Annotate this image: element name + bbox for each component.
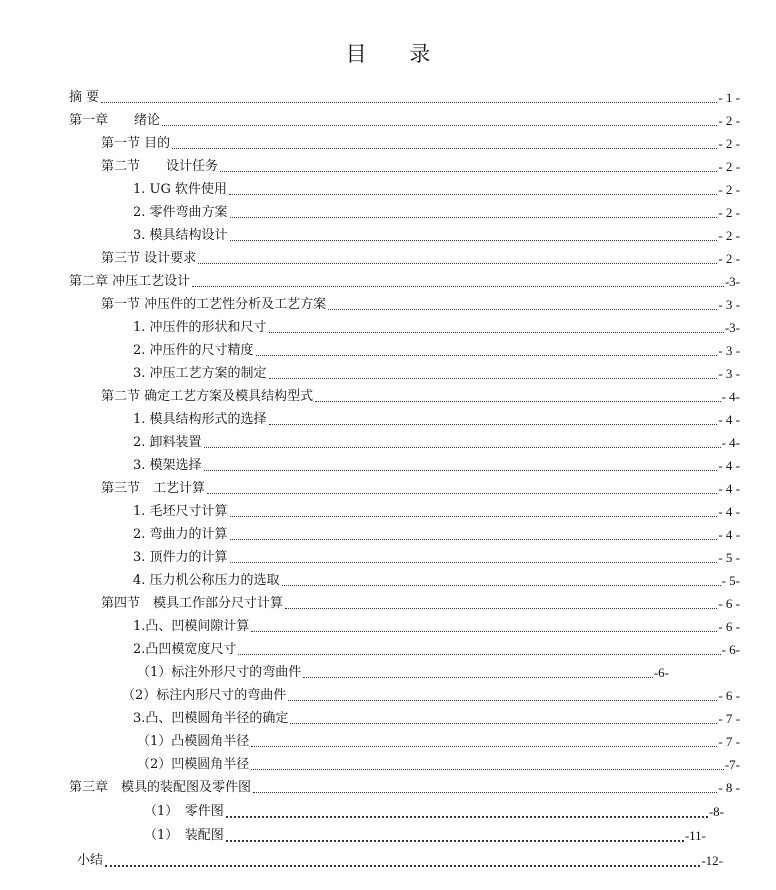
dot-leader [253,792,717,793]
toc-entry-item [133,178,740,198]
dot-leader [220,171,717,172]
dot-leader [238,654,720,655]
toc-page-number: - 2 - [718,182,740,197]
toc-label: 4. 压力机公称压力的选取 [133,573,280,588]
toc-entry-item [133,707,740,727]
toc-entry-item [133,523,740,543]
toc-page-number: - 4 - [718,481,740,496]
toc-entry-subitem [137,730,740,750]
dot-leader [192,286,724,287]
toc-label: 第一节 目的 [101,136,171,151]
toc-page-number: - 8 - [718,780,740,795]
dot-leader [230,562,718,563]
toc-page-number: - 1 - [718,90,740,105]
toc-entry-chapter-2 [69,270,740,290]
toc-page-number: - 2 - [718,159,740,174]
toc-page-number: - 7 - [718,711,740,726]
toc-page-number: - 2 - [718,251,740,266]
toc-entry-item [133,362,740,382]
toc-entry-item [133,500,740,520]
dot-leader [288,700,717,701]
toc-page-number: - 6- [721,642,740,657]
toc-label: 第四节 模具工作部分尺寸计算 [101,596,284,611]
toc-entry-item [133,615,740,635]
dot-leader [198,263,717,264]
toc-page-number: -6- [653,665,669,680]
toc-page-number: -8- [708,804,724,819]
toc-page-number: -12- [701,853,723,868]
toc-page-number: -7- [724,757,740,772]
toc-entry-item [133,454,740,474]
toc-page-number: -11- [684,828,706,843]
toc-page-number: - 6 - [718,619,740,634]
toc-label: 3. 模架选择 [133,458,202,473]
dot-leader [285,608,717,609]
toc-entry-chapter-1 [69,109,740,129]
toc-entry-section-1-2 [101,155,740,175]
toc-entry-section-1-3 [101,247,740,267]
dot-leader [230,516,718,517]
dot-leader [315,401,720,402]
toc-entry-chapter-3 [69,776,740,796]
toc-page-number: - 3 - [718,366,740,381]
toc-page-number: - 2 - [718,228,740,243]
toc-label: 第一章 绪论 [69,113,161,128]
toc-entry-subitem [122,684,740,704]
toc-entry-item [133,408,740,428]
dot-leader [251,769,724,770]
toc-label: 第二章 冲压工艺设计 [69,274,191,289]
toc-page-number: - 4 - [718,504,740,519]
toc-page-number: - 3 - [718,297,740,312]
dot-leader [230,240,718,241]
toc-entry-item [133,316,740,336]
toc-label: 第一节 冲压件的工艺性分析及工艺方案 [101,297,327,312]
dot-leader [269,378,718,379]
dot-leader [207,493,717,494]
toc-entry-subitem [144,800,724,820]
dot-leader [101,102,717,103]
dot-leader [204,447,721,448]
toc-label: 2.凸凹模宽度尺寸 [133,642,237,657]
toc-entry-item [133,569,740,589]
toc-entry-section-1-1 [101,132,740,152]
toc-page-number: - 4 - [718,458,740,473]
dot-leader [226,840,684,842]
dot-leader [256,355,718,356]
toc-label: 3.凸、凹模圆角半径的确定 [133,711,289,726]
dot-leader [172,148,717,149]
dot-leader [226,816,708,818]
dot-leader [230,217,718,218]
toc-label: 2. 冲压件的尺寸精度 [133,343,254,358]
toc-entry-section-2-2 [101,385,740,405]
toc-label: 小结 [77,853,104,868]
toc-entry-subitem [144,824,706,844]
dot-leader [229,194,717,195]
toc-entry-item [133,339,740,359]
toc-label: 第三节 设计要求 [101,251,197,266]
toc-page-number: - 7 - [718,734,740,749]
toc-label: 1. 模具结构形式的选择 [133,412,267,427]
toc-page-number: - 2 - [718,113,740,128]
toc-entry-abstract [69,86,740,106]
toc-label: 摘 要 [69,90,100,105]
dot-leader [204,470,718,471]
toc-entry-item [133,224,740,244]
dot-leader [282,585,721,586]
toc-label: （2）标注内形尺寸的弯曲件 [122,688,287,703]
toc-entry-summary [77,849,723,869]
dot-leader [328,309,717,310]
page-title: 目 录 [345,42,449,66]
toc-label: 第二节 设计任务 [101,159,219,174]
toc-label: 1.凸、凹模间隙计算 [133,619,250,634]
toc-label: 2. 零件弯曲方案 [133,205,228,220]
toc-entry-item [133,546,740,566]
dot-leader [303,677,653,678]
toc-page-number: - 5 - [718,550,740,565]
toc-page-number: - 2 - [718,205,740,220]
toc-page-number: - 6 - [718,688,740,703]
toc-entry-item [133,638,740,658]
toc-page-number: -3- [724,320,740,335]
toc-label: 3. 冲压工艺方案的制定 [133,366,267,381]
dot-leader [269,332,724,333]
dot-leader [269,424,718,425]
toc-entry-section-2-3 [101,477,740,497]
toc-page-number: - 2 - [718,136,740,151]
toc-page-number: - 3 - [718,343,740,358]
dot-leader [290,723,717,724]
toc-label: （2）凹模圆角半径 [137,757,250,772]
toc-entry-subitem [137,661,669,681]
toc-entry-item [133,431,740,451]
dot-leader [251,631,717,632]
toc-entry-section-2-4 [101,592,740,612]
toc-label: 1. 冲压件的形状和尺寸 [133,320,267,335]
toc-label: （1）凸模圆角半径 [137,734,250,749]
toc-label: 3. 顶件力的计算 [133,550,228,565]
toc-page-number: - 4- [721,435,740,450]
toc-entry-item [133,201,740,221]
toc-page-number: - 4 - [718,412,740,427]
toc-label: 3. 模具结构设计 [133,228,228,243]
dot-leader [251,746,717,747]
toc-label: （1） 零件图 [144,804,224,819]
toc-label: 第三节 工艺计算 [101,481,206,496]
toc-label: 2. 弯曲力的计算 [133,527,228,542]
dot-leader [162,125,717,126]
toc-entry-section-2-1 [101,293,740,313]
dot-leader [105,865,700,867]
toc-label: 2. 卸料装置 [133,435,202,450]
toc-label: 第三章 模具的装配图及零件图 [69,780,252,795]
toc-label: （1） 装配图 [144,828,224,843]
toc-page-number: - 6 - [718,596,740,611]
toc-label: 1. UG 软件使用 [133,182,228,197]
toc-label: 第二节 确定工艺方案及模具结构型式 [101,389,314,404]
toc-entry-subitem [137,753,740,773]
toc-label: 1. 毛坯尺寸计算 [133,504,228,519]
dot-leader [230,539,718,540]
toc-page-number: - 4 - [718,527,740,542]
toc-page-number: - 5- [721,573,740,588]
toc-label: （1）标注外形尺寸的弯曲件 [137,665,302,680]
toc-page-number: - 4- [721,389,740,404]
toc-page-number: -3- [724,274,740,289]
